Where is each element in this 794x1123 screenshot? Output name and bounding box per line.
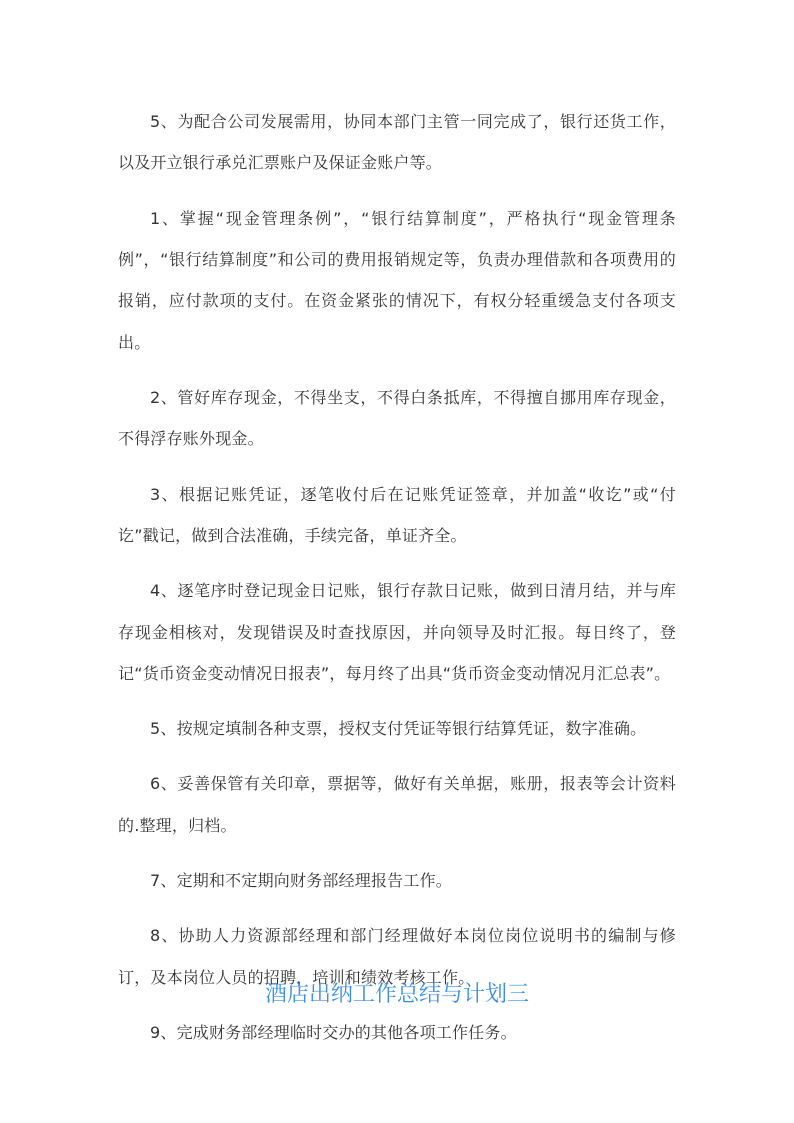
paragraph-9: 8、协助人力资源部经理和部门经理做好本岗位岗位说明书的编制与修订，及本岗位人员的招聘，培训和绩效考核工作。: [118, 926, 676, 987]
paragraph-6: 5、按规定填制各种支票，授权支付凭证等银行结算凭证，数字准确。: [150, 719, 647, 739]
paragraph-2: 1、掌握“现金管理条例”，“银行结算制度”，严格执行“现金管理条例”，“银行结算制度”和公司的费用报销规定等，负责办理借款和各项费用的报销，应付款项的支付。在资金紧张的情况下，有权分轻重缓急支付各项支出。: [118, 208, 676, 352]
paragraph-3: 2、管好库存现金，不得坐支，不得白条抵库，不得擅自挪用库存现金，不得浮存账外现金。: [118, 388, 676, 449]
paragraph-8: 7、定期和不定期向财务部经理报告工作。: [150, 871, 452, 891]
paragraph-10: 9、完成财务部经理临时交办的其他各项工作任务。: [150, 1022, 517, 1042]
section-title: 酒店出纳工作总结与计划三: [264, 982, 529, 1007]
paragraph-7: 6、妥善保管有关印章，票据等，做好有关单据，账册，报表等会计资料的.整理，归档。: [118, 774, 676, 835]
paragraph-5: 4、逐笔序时登记现金日记账，银行存款日记账，做到日清月结，并与库存现金相核对，发现错误及时查找原因，并向领导及时汇报。每日终了，登记“货币资金变动情况日报表”，每月终了出具“货币资金变动情况月汇总表”。: [118, 581, 676, 684]
paragraph-1: 5、为配合公司发展需用，协同本部门主管一同完成了，银行还货工作，以及开立银行承兑汇票账户及保证金账户等。: [118, 112, 676, 173]
paragraph-4: 3、根据记账凭证，逐笔收付后在记账凭证签章，并加盖“收讫”或“付讫”戳记，做到合法准确，手续完备，单证齐全。: [118, 484, 676, 546]
document-page: [118, 101, 676, 1067]
